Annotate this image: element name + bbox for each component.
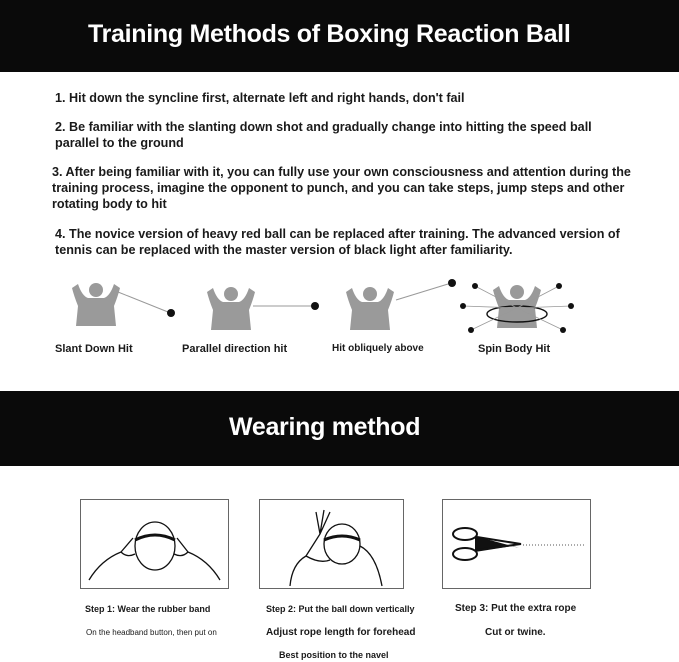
training-step-3: 3. After being familiar with it, you can fully use your own consciousness and attention during the training process, imagine the opponent to punch, and you can take steps, jump steps and other rotating body to hit — [52, 165, 631, 211]
wearing-step-1-image — [80, 499, 229, 589]
scissors-icon — [443, 500, 590, 588]
wearing-step-1-title: Step 1: Wear the rubber band — [85, 604, 211, 614]
figure-caption-slant-down: Slant Down Hit — [55, 343, 133, 355]
figure-caption-spin: Spin Body Hit — [478, 343, 551, 355]
boxer-spin-icon — [455, 274, 580, 336]
boxer-slant-down-icon — [60, 278, 190, 334]
training-step-2: 2. Be familiar with the slanting down shot and gradually change into hitting the speed ball parallel to the ground — [55, 120, 592, 150]
headband-icon — [81, 500, 228, 588]
figure-caption-oblique: Hit obliquely above — [332, 343, 424, 354]
adjust-rope-icon — [260, 500, 403, 588]
wearing-title: Wearing method — [229, 413, 421, 441]
wearing-step-2-line-2: Best position to the navel — [279, 650, 389, 660]
wearing-step-3-image — [442, 499, 591, 589]
training-step-1: 1. Hit down the syncline first, alternate left and right hands, don't fail — [55, 91, 465, 105]
wearing-step-3-title: Step 3: Put the extra rope — [455, 603, 577, 614]
boxer-parallel-icon — [195, 282, 330, 334]
wearing-step-3-line-1: Cut or twine. — [485, 627, 546, 638]
figure-caption-parallel: Parallel direction hit — [182, 343, 288, 355]
training-step-4: 4. The novice version of heavy red ball can be replaced after training. The advanced version of tennis can be replaced with the master version of black light after familiarity. — [55, 227, 620, 257]
wearing-step-2-line-1: Adjust rope length for forehead — [266, 627, 416, 638]
boxer-oblique-above-icon — [340, 278, 470, 334]
wearing-step-2-title: Step 2: Put the ball down vertically — [266, 604, 415, 614]
wearing-step-2-image — [259, 499, 404, 589]
wearing-step-1-line-1: On the headband button, then put on — [86, 628, 217, 637]
training-title: Training Methods of Boxing Reaction Ball — [88, 20, 571, 48]
